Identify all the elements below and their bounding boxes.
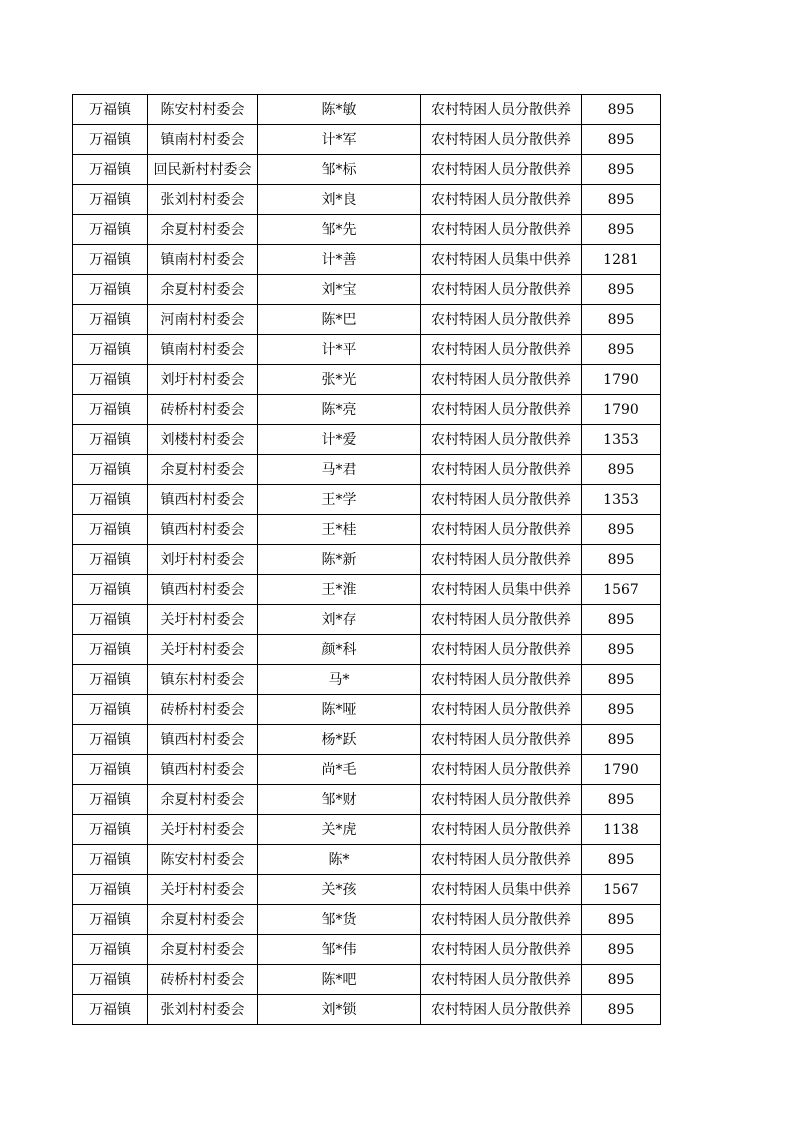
village-cell: 余夏村村委会 (148, 785, 258, 815)
category-cell: 农村特困人员分散供养 (421, 155, 582, 185)
name-cell: 邹*货 (258, 905, 421, 935)
category-cell: 农村特困人员分散供养 (421, 215, 582, 245)
town-cell: 万福镇 (73, 425, 148, 455)
category-cell: 农村特困人员分散供养 (421, 365, 582, 395)
category-cell: 农村特困人员分散供养 (421, 395, 582, 425)
village-cell: 余夏村村委会 (148, 275, 258, 305)
table-row (73, 395, 661, 425)
category-cell: 农村特困人员分散供养 (421, 755, 582, 785)
category-cell: 农村特困人员分散供养 (421, 485, 582, 515)
amount-cell: 895 (582, 335, 661, 365)
town-cell: 万福镇 (73, 305, 148, 335)
amount-cell: 895 (582, 965, 661, 995)
table-row (73, 95, 661, 125)
table-row (73, 695, 661, 725)
table-row (73, 155, 661, 185)
table-row (73, 965, 661, 995)
table-row (73, 785, 661, 815)
town-cell: 万福镇 (73, 905, 148, 935)
name-cell: 计*善 (258, 245, 421, 275)
amount-cell: 895 (582, 545, 661, 575)
village-cell: 镇南村村委会 (148, 245, 258, 275)
village-cell: 镇西村村委会 (148, 575, 258, 605)
village-cell: 砖桥村村委会 (148, 395, 258, 425)
amount-cell: 895 (582, 635, 661, 665)
category-cell: 农村特困人员分散供养 (421, 785, 582, 815)
amount-cell: 1790 (582, 365, 661, 395)
town-cell: 万福镇 (73, 575, 148, 605)
amount-cell: 895 (582, 515, 661, 545)
town-cell: 万福镇 (73, 545, 148, 575)
name-cell: 尚*毛 (258, 755, 421, 785)
town-cell: 万福镇 (73, 485, 148, 515)
town-cell: 万福镇 (73, 455, 148, 485)
village-cell: 陈安村村委会 (148, 95, 258, 125)
village-cell: 镇西村村委会 (148, 725, 258, 755)
town-cell: 万福镇 (73, 515, 148, 545)
name-cell: 计*平 (258, 335, 421, 365)
table-row (73, 725, 661, 755)
category-cell: 农村特困人员分散供养 (421, 725, 582, 755)
town-cell: 万福镇 (73, 335, 148, 365)
name-cell: 计*爱 (258, 425, 421, 455)
name-cell: 马* (258, 665, 421, 695)
town-cell: 万福镇 (73, 215, 148, 245)
town-cell: 万福镇 (73, 275, 148, 305)
amount-cell: 895 (582, 185, 661, 215)
amount-cell: 895 (582, 455, 661, 485)
name-cell: 邹*财 (258, 785, 421, 815)
amount-cell: 1790 (582, 755, 661, 785)
table-row (73, 995, 661, 1025)
village-cell: 余夏村村委会 (148, 215, 258, 245)
category-cell: 农村特困人员分散供养 (421, 695, 582, 725)
amount-cell: 895 (582, 845, 661, 875)
town-cell: 万福镇 (73, 245, 148, 275)
town-cell: 万福镇 (73, 725, 148, 755)
town-cell: 万福镇 (73, 845, 148, 875)
amount-cell: 895 (582, 155, 661, 185)
amount-cell: 1281 (582, 245, 661, 275)
amount-cell: 1790 (582, 395, 661, 425)
village-cell: 陈安村村委会 (148, 845, 258, 875)
town-cell: 万福镇 (73, 605, 148, 635)
amount-cell: 1353 (582, 485, 661, 515)
amount-cell: 895 (582, 215, 661, 245)
amount-cell: 895 (582, 725, 661, 755)
category-cell: 农村特困人员分散供养 (421, 905, 582, 935)
town-cell: 万福镇 (73, 875, 148, 905)
name-cell: 关*虎 (258, 815, 421, 845)
town-cell: 万福镇 (73, 935, 148, 965)
village-cell: 刘楼村村委会 (148, 425, 258, 455)
town-cell: 万福镇 (73, 965, 148, 995)
name-cell: 陈*哑 (258, 695, 421, 725)
table-row (73, 875, 661, 905)
category-cell: 农村特困人员分散供养 (421, 845, 582, 875)
roster-body (73, 95, 661, 1025)
amount-cell: 895 (582, 785, 661, 815)
name-cell: 刘*锁 (258, 995, 421, 1025)
village-cell: 余夏村村委会 (148, 935, 258, 965)
category-cell: 农村特困人员分散供养 (421, 125, 582, 155)
table-row (73, 845, 661, 875)
amount-cell: 895 (582, 695, 661, 725)
category-cell: 农村特困人员分散供养 (421, 635, 582, 665)
table-row (73, 905, 661, 935)
amount-cell: 895 (582, 935, 661, 965)
town-cell: 万福镇 (73, 365, 148, 395)
category-cell: 农村特困人员分散供养 (421, 995, 582, 1025)
table-row (73, 305, 661, 335)
village-cell: 张刘村村委会 (148, 995, 258, 1025)
category-cell: 农村特困人员分散供养 (421, 665, 582, 695)
table-row (73, 635, 661, 665)
town-cell: 万福镇 (73, 395, 148, 425)
name-cell: 关*孩 (258, 875, 421, 905)
amount-cell: 1138 (582, 815, 661, 845)
village-cell: 镇西村村委会 (148, 485, 258, 515)
table-row (73, 245, 661, 275)
amount-cell: 895 (582, 665, 661, 695)
amount-cell: 895 (582, 275, 661, 305)
category-cell: 农村特困人员分散供养 (421, 965, 582, 995)
village-cell: 镇西村村委会 (148, 755, 258, 785)
village-cell: 关圩村村委会 (148, 605, 258, 635)
category-cell: 农村特困人员分散供养 (421, 815, 582, 845)
amount-cell: 1567 (582, 875, 661, 905)
table-row (73, 425, 661, 455)
name-cell: 王*学 (258, 485, 421, 515)
amount-cell: 895 (582, 305, 661, 335)
amount-cell: 895 (582, 605, 661, 635)
name-cell: 王*淮 (258, 575, 421, 605)
table-row (73, 455, 661, 485)
table-row (73, 125, 661, 155)
name-cell: 计*军 (258, 125, 421, 155)
name-cell: 刘*宝 (258, 275, 421, 305)
village-cell: 刘圩村村委会 (148, 545, 258, 575)
category-cell: 农村特困人员分散供养 (421, 425, 582, 455)
assistance-roster-table (72, 94, 661, 1025)
table-row (73, 755, 661, 785)
village-cell: 关圩村村委会 (148, 815, 258, 845)
town-cell: 万福镇 (73, 155, 148, 185)
name-cell: 陈*亮 (258, 395, 421, 425)
town-cell: 万福镇 (73, 815, 148, 845)
village-cell: 张刘村村委会 (148, 185, 258, 215)
town-cell: 万福镇 (73, 635, 148, 665)
village-cell: 镇东村村委会 (148, 665, 258, 695)
category-cell: 农村特困人员分散供养 (421, 95, 582, 125)
village-cell: 镇南村村委会 (148, 125, 258, 155)
name-cell: 邹*标 (258, 155, 421, 185)
table-row (73, 185, 661, 215)
table-row (73, 545, 661, 575)
table-row (73, 815, 661, 845)
category-cell: 农村特困人员集中供养 (421, 245, 582, 275)
category-cell: 农村特困人员分散供养 (421, 935, 582, 965)
category-cell: 农村特困人员分散供养 (421, 185, 582, 215)
table-row (73, 365, 661, 395)
name-cell: 陈*吧 (258, 965, 421, 995)
village-cell: 余夏村村委会 (148, 905, 258, 935)
name-cell: 马*君 (258, 455, 421, 485)
name-cell: 杨*跃 (258, 725, 421, 755)
town-cell: 万福镇 (73, 95, 148, 125)
town-cell: 万福镇 (73, 785, 148, 815)
amount-cell: 895 (582, 125, 661, 155)
village-cell: 砖桥村村委会 (148, 695, 258, 725)
category-cell: 农村特困人员分散供养 (421, 605, 582, 635)
table-row (73, 935, 661, 965)
village-cell: 刘圩村村委会 (148, 365, 258, 395)
name-cell: 邹*先 (258, 215, 421, 245)
name-cell: 邹*伟 (258, 935, 421, 965)
town-cell: 万福镇 (73, 665, 148, 695)
category-cell: 农村特困人员集中供养 (421, 875, 582, 905)
amount-cell: 1353 (582, 425, 661, 455)
name-cell: 张*光 (258, 365, 421, 395)
category-cell: 农村特困人员分散供养 (421, 545, 582, 575)
table-row (73, 275, 661, 305)
name-cell: 颜*科 (258, 635, 421, 665)
name-cell: 刘*良 (258, 185, 421, 215)
category-cell: 农村特困人员分散供养 (421, 455, 582, 485)
village-cell: 余夏村村委会 (148, 455, 258, 485)
category-cell: 农村特困人员分散供养 (421, 305, 582, 335)
table-row (73, 485, 661, 515)
town-cell: 万福镇 (73, 995, 148, 1025)
table-row (73, 335, 661, 365)
village-cell: 镇西村村委会 (148, 515, 258, 545)
village-cell: 回民新村村委会 (148, 155, 258, 185)
amount-cell: 895 (582, 95, 661, 125)
amount-cell: 895 (582, 995, 661, 1025)
name-cell: 陈* (258, 845, 421, 875)
category-cell: 农村特困人员分散供养 (421, 335, 582, 365)
amount-cell: 895 (582, 905, 661, 935)
table-row (73, 515, 661, 545)
name-cell: 陈*巴 (258, 305, 421, 335)
name-cell: 陈*敏 (258, 95, 421, 125)
town-cell: 万福镇 (73, 755, 148, 785)
category-cell: 农村特困人员分散供养 (421, 515, 582, 545)
village-cell: 镇南村村委会 (148, 335, 258, 365)
table-row (73, 605, 661, 635)
village-cell: 关圩村村委会 (148, 875, 258, 905)
category-cell: 农村特困人员集中供养 (421, 575, 582, 605)
name-cell: 刘*存 (258, 605, 421, 635)
village-cell: 河南村村委会 (148, 305, 258, 335)
category-cell: 农村特困人员分散供养 (421, 275, 582, 305)
town-cell: 万福镇 (73, 185, 148, 215)
name-cell: 王*桂 (258, 515, 421, 545)
town-cell: 万福镇 (73, 695, 148, 725)
village-cell: 砖桥村村委会 (148, 965, 258, 995)
village-cell: 关圩村村委会 (148, 635, 258, 665)
name-cell: 陈*新 (258, 545, 421, 575)
table-row (73, 665, 661, 695)
amount-cell: 1567 (582, 575, 661, 605)
table-row (73, 575, 661, 605)
town-cell: 万福镇 (73, 125, 148, 155)
table-row (73, 215, 661, 245)
